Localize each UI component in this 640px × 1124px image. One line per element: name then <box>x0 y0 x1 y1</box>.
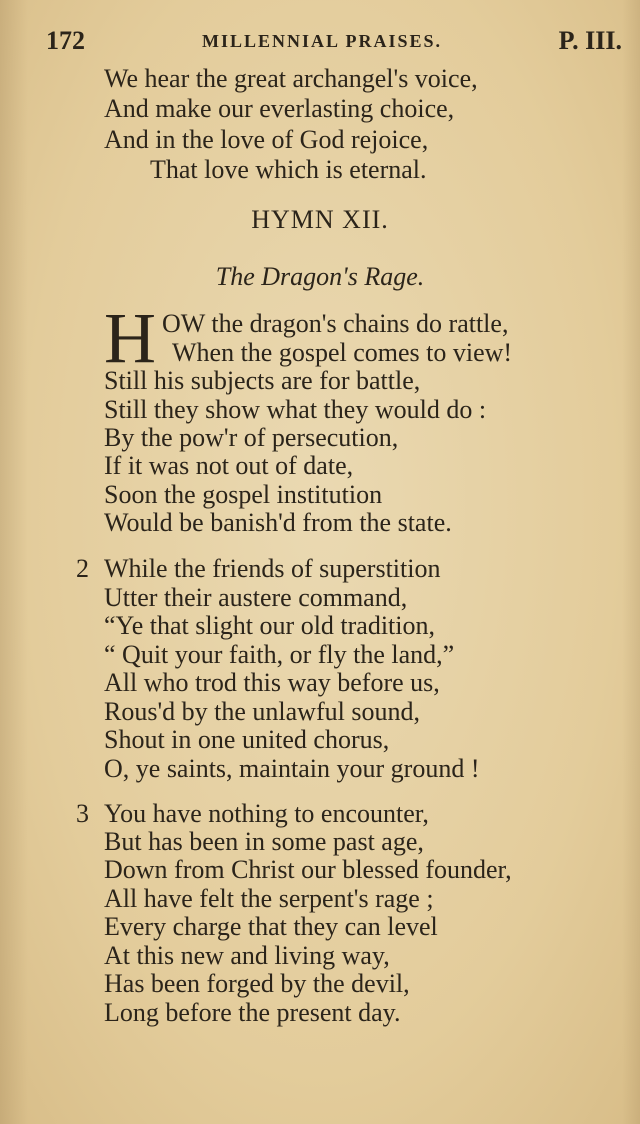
hymn-line: You have nothing to encounter, <box>104 799 429 828</box>
drop-cap: H <box>104 298 156 378</box>
hymn-line: Has been forged by the devil, <box>104 969 410 998</box>
hymn-line: Long before the present day. <box>104 998 401 1027</box>
hymn-title: HYMN XII. <box>251 205 389 234</box>
hymn-line: O, ye saints, maintain your ground ! <box>104 754 480 783</box>
hymn-line: “ Quit your faith, or fly the land,” <box>104 640 455 669</box>
hymn-line: OW the dragon's chains do rattle, <box>162 309 509 338</box>
page-number: 172 <box>46 26 85 55</box>
hymn-line: When the gospel comes to view! <box>172 338 513 367</box>
hymn-line: Down from Christ our blessed founder, <box>104 855 512 884</box>
hymn-line: Still his subjects are for battle, <box>104 366 421 395</box>
stanza-number: 2 <box>76 554 89 583</box>
hymn-line: Rous'd by the unlawful sound, <box>104 697 420 726</box>
running-head <box>46 26 626 58</box>
hymn-subtitle: The Dragon's Rage. <box>215 262 425 291</box>
hymn-line: All who trod this way before us, <box>104 668 440 697</box>
hymn-line: Would be banish'd from the state. <box>104 508 452 537</box>
hymn-line: Shout in one united chorus, <box>104 725 390 754</box>
hymn-line: Still they show what they would do : <box>104 395 487 424</box>
hymn-line: But has been in some past age, <box>104 827 424 856</box>
hymn-line: While the friends of superstition <box>104 554 441 583</box>
hymn-line: Soon the gospel institution <box>104 480 383 509</box>
hymn-line: All have felt the serpent's rage ; <box>104 884 434 913</box>
stanza-number: 3 <box>76 799 89 828</box>
verse-line: That love which is eternal. <box>150 155 427 184</box>
verse-line: And make our everlasting choice, <box>104 94 455 123</box>
hymn-line: Every charge that they can level <box>104 912 438 941</box>
hymn-line: If it was not out of date, <box>104 451 354 480</box>
hymn-line: By the pow'r of persecution, <box>104 423 399 452</box>
verse-line: And in the love of God rejoice, <box>104 125 429 154</box>
hymn-line: At this new and living way, <box>104 941 390 970</box>
book-title: MILLENNIAL PRAISES. <box>202 31 443 51</box>
hymn-line: “Ye that slight our old tradition, <box>104 611 436 640</box>
hymn-line: Utter their austere command, <box>104 583 408 612</box>
verse-line: We hear the great archangel's voice, <box>104 64 478 93</box>
part-label: P. III. <box>558 26 622 55</box>
